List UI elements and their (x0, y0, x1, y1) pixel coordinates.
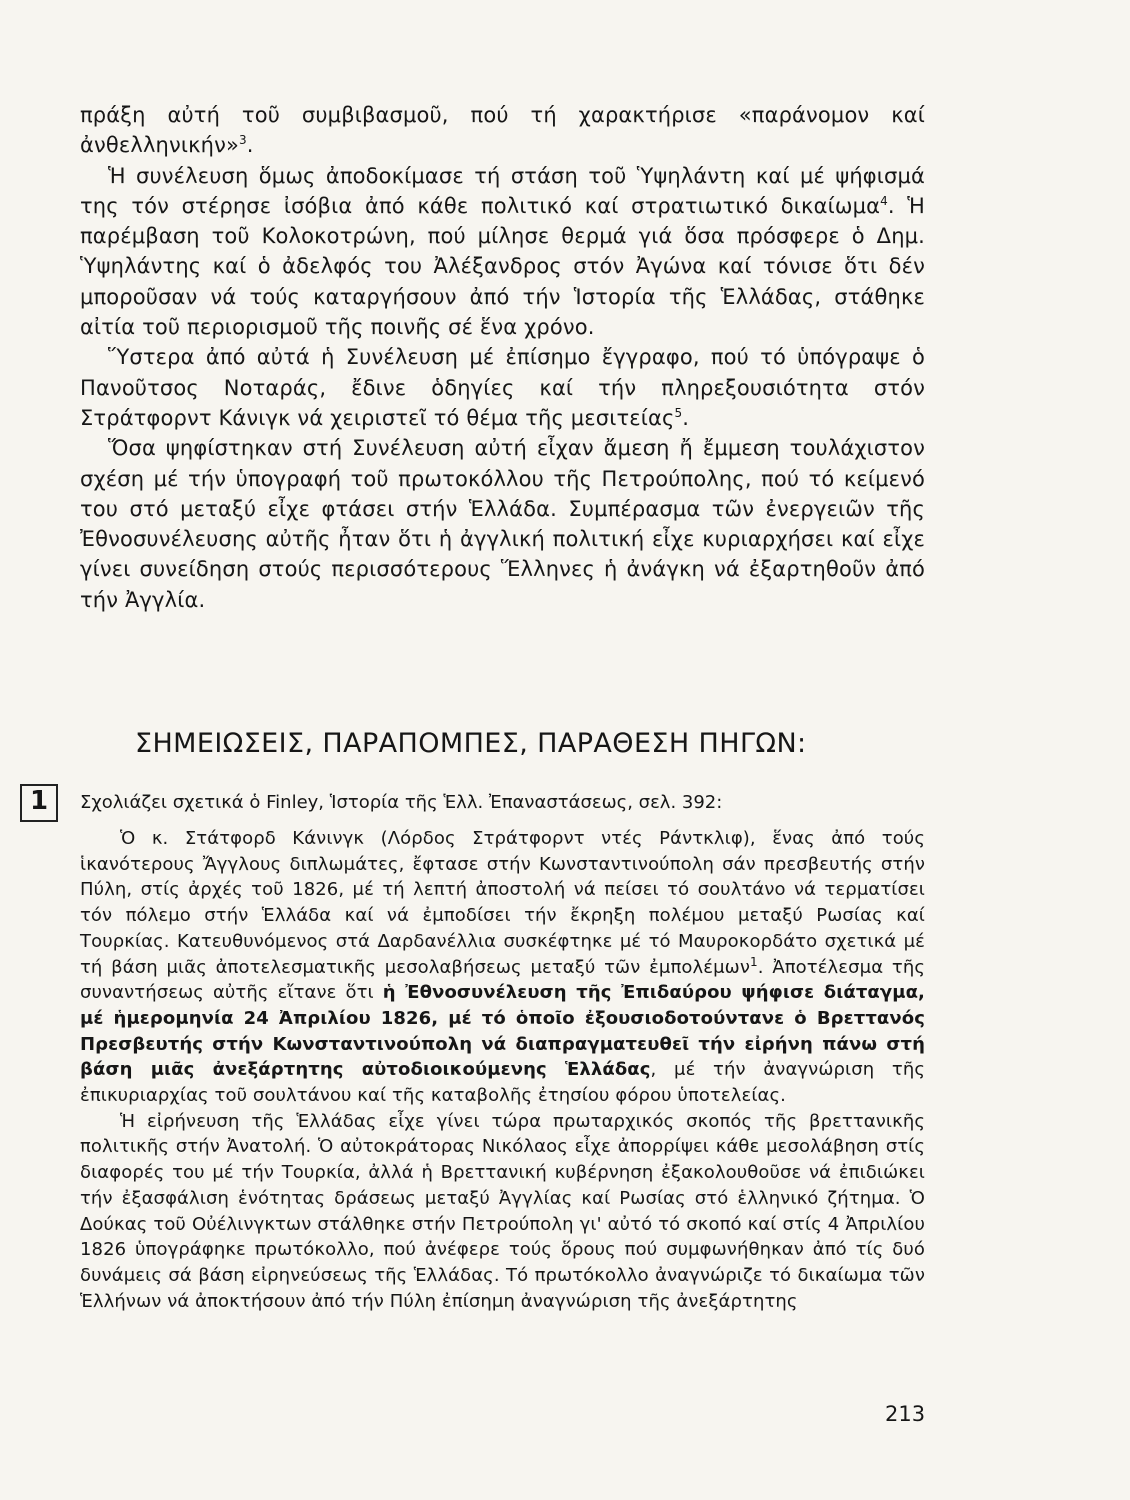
note-source: Σχολιάζει σχετικά ὁ Finley, Ἱστορία τῆς Ἑλλ. Ἐπαναστάσεως, σελ. 392: (80, 792, 723, 813)
footnote-ref: 4 (880, 193, 888, 208)
note-paragraph (80, 826, 925, 1109)
paragraph: Ὅσα ψηφίστηκαν στή Συνέλευση αὐτή εἶχαν ἄμεση ἤ ἔμμεση τουλάχιστον σχέση μέ τήν ὑπογραφή τοῦ πρωτοκόλλου τῆς Πετρούπολης, πού τό κείμενό του στό μεταξύ εἶχε φτάσει στήν Ἑλλάδα. Συμπέρασμα τῶν ἐνεργειῶν τῆς Ἐθνοσυνέλευσης αὐτῆς ἦταν ὅτι ἡ ἀγγλική πολιτική εἶχε κυριαρχήσει καί εἶχε γίνει συνείδηση στούς περισσότερους Ἕλληνες ἡ ἀνάγκη νά ἐξαρτηθοῦν ἀπό τήν Ἀγγλία. (80, 436, 925, 612)
footnote-ref: 1 (750, 954, 758, 969)
paragraph-text: πράξη αὐτή τοῦ συμβιβασμοῦ, πού τή χαρακτήρισε «παράνομον καί ἀνθελληνικήν» (80, 103, 925, 158)
note-text: , μέ τήν ἀναγνώριση τῆς ἐπικυριαρχίας τοῦ σουλτάνου καί τῆς καταβολῆς ἐτησίου φόρου ὑποτελείας. (80, 1059, 925, 1107)
page-number: 213 (885, 1402, 926, 1426)
paragraph (80, 100, 925, 161)
note-quote (80, 826, 925, 1314)
section-heading: ΣΗΜΕΙΩΣΕΙΣ, ΠΑΡΑΠΟΜΠΕΣ, ΠΑΡΑΘΕΣΗ ΠΗΓΩΝ: (135, 728, 807, 759)
paragraph (80, 342, 925, 433)
note-text: . Ἀποτέλεσμα τῆς συναντήσεως αὐτῆς εἴτανε ὅτι (80, 956, 925, 1004)
footnote-ref: 3 (239, 133, 247, 148)
footnote-ref: 5 (674, 405, 683, 420)
note-marker-number: 1 (30, 786, 49, 816)
note-marker (20, 784, 58, 822)
note-bold-text: ἡ Ἐθνοσυνέλευση τῆς Ἐπιδαύρου ψήφισε διάταγμα, μέ ἡμερομηνία 24 Ἀπριλίου 1826, μέ τό ὁποῖο ἐξουσιοδοτούντανε ὁ Βρεττανός Πρεσβευτής στήν Κωνσταντινούπολη νά διαπραγματευθεῖ τήν εἰρήνη πάνω στή βάση μιᾶς ἀνεξάρτητης αὐτοδιοικούμενης Ἑλλάδας (80, 982, 925, 1081)
paragraph-text: . Ἡ παρέμβαση τοῦ Κολοκοτρώνη, πού μίλησε θερμά γιά ὅσα πρόσφερε ὁ Δημ. Ὑψηλάντης καί ὁ ἀδελφός του Ἀλέξανδρος στόν Ἀγώνα καί τόνισε ὅτι δέν μποροῦσαν νά τούς καταργήσουν ἀπό τήν Ἱστορία τῆς Ἑλλάδας, στάθηκε αἰτία τοῦ περιορισμοῦ τῆς ποινῆς σέ ἕνα χρόνο. (80, 193, 925, 340)
paragraph-text: . (246, 133, 254, 158)
paragraph-text: Ἡ συνέλευση ὅμως ἀποδοκίμασε τή στάση τοῦ Ὑψηλάντη καί μέ ψήφισμά της τόν στέρησε ἰσόβια ἀπό κάθε πολιτικό καί στρατιωτικό δικαίωμα (80, 163, 925, 218)
paragraph-text: . (682, 405, 690, 430)
note-text: Ὁ κ. Στάτφορδ Κάνινγκ (Λόρδος Στράτφορντ ντές Ράντκλιφ), ἕνας ἀπό τούς ἱκανότερους Ἄγγλους διπλωμάτες, ἔφτασε στήν Κωνσταντινούπολη σάν πρεσβευτής στήν Πύλη, στίς ἀρχές τοῦ 1826, μέ τή λεπτή ἀποστολή νά πείσει τό σουλτάνο νά τερματίσει τόν πόλεμο στήν Ἑλλάδα καί νά ἐμποδίσει τήν ἔκρηξη πολέμου μεταξύ Ρωσίας καί Τουρκίας. Κατευθυνόμενος στά Δαρδανέλλια συσκέφτηκε μέ τό Μαυροκορδάτο σχετικά μέ τή βάση μιᾶς ἀποτελεσματικῆς μεσολαβήσεως μεταξύ τῶν ἐμπολέμων (80, 828, 925, 978)
main-text (80, 100, 925, 615)
paragraph (80, 161, 925, 343)
paragraph-text: Ὕστερα ἀπό αὐτά ἡ Συνέλευση μέ ἐπίσημο ἔγγραφο, πού τό ὑπόγραψε ὁ Πανοῦτσος Νοταράς, ἔδινε ὁδηγίες καί τήν πληρεξουσιότητα στόν Στράτφορντ Κάνιγκ νά χειριστεῖ τό θέμα τῆς μεσιτείας (80, 345, 925, 430)
note-paragraph: Ἡ εἰρήνευση τῆς Ἑλλάδας εἶχε γίνει τώρα πρωταρχικός σκοπός τῆς βρεττανικῆς πολιτικῆς στήν Ἀνατολή. Ὁ αὐτοκράτορας Νικόλαος εἶχε ἀπορρίψει κάθε μεσολάβηση στίς διαφορές του μέ τήν Τουρκία, ἀλλά ἡ Βρεττανική κυβέρνηση ἐξακολουθοῦσε νά ἐπιδιώκει τήν ἐξασφάλιση ἑνότητας δράσεως μεταξύ Ἀγγλίας καί Ρωσίας στό ἑλληνικό ζήτημα. Ὁ Δούκας τοῦ Οὐέλινγκτων στάλθηκε στήν Πετρούπολη γι' αὐτό τό σκοπό καί στίς 4 Ἀπριλίου 1826 ὑπογράφηκε πρωτόκολλο, πού ἀνέφερε τούς ὅρους πού συμφωνήθηκαν ἀπό τίς δυό δυνάμεις σά βάση εἰρηνεύσεως τῆς Ἑλλάδας. Τό πρωτόκολλο ἀναγνώριζε τό δικαίωμα τῶν Ἑλλήνων νά ἀποκτήσουν ἀπό τήν Πύλη ἐπίσημη ἀναγνώριση τῆς ἀνεξάρτητης (80, 1110, 925, 1312)
